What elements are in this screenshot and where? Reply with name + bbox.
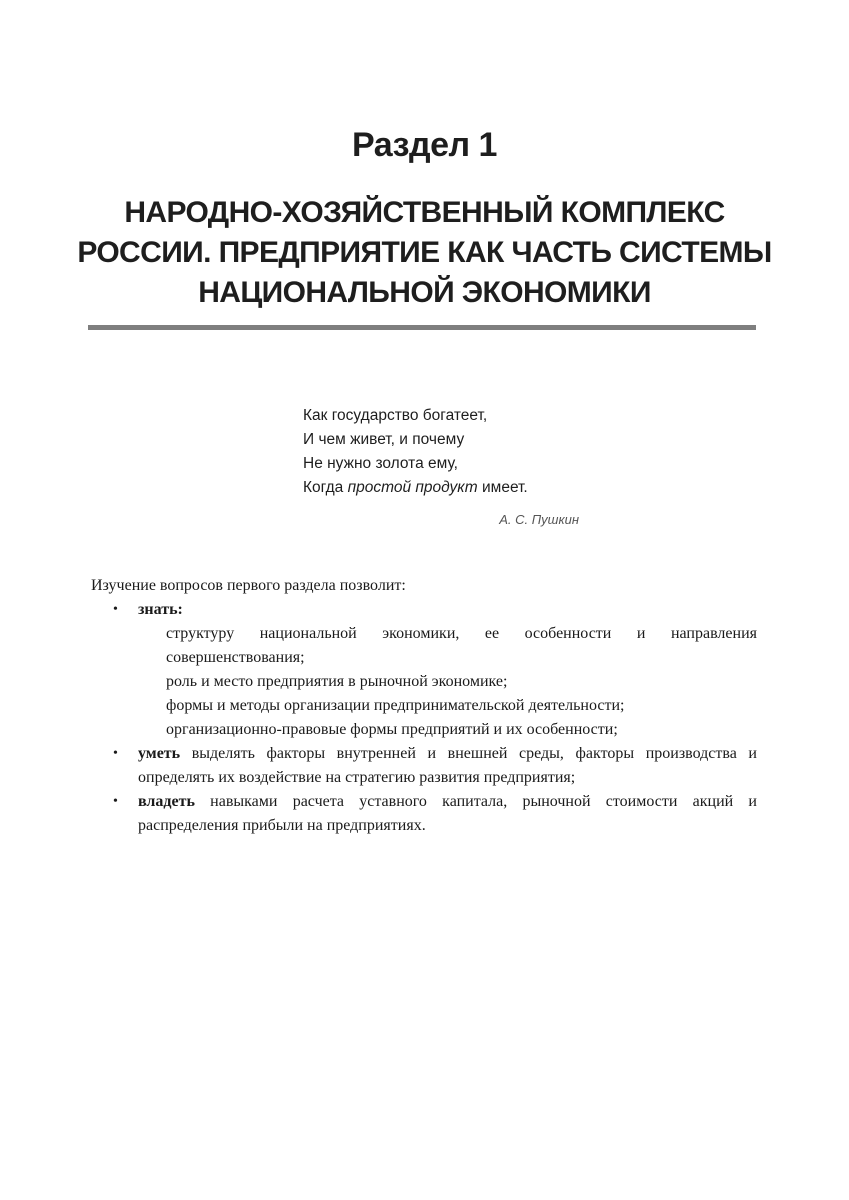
can-text: выделять факторы внутренней и внешней среды, факторы производства и определять их воздействие на стратегию развития предприятия; <box>138 745 757 786</box>
know-sublist <box>138 622 757 742</box>
section-title-line: РОССИИ. ПРЕДПРИЯТИЕ КАК ЧАСТЬ СИСТЕМЫ <box>77 236 772 269</box>
bullet-icon: • <box>113 746 118 761</box>
list-item: формы и методы организации предпринимательской деятельности; <box>166 697 625 714</box>
list-item-know <box>91 598 757 742</box>
epigraph-text: Когда <box>303 479 348 496</box>
epigraph <box>303 404 623 500</box>
bullet-icon: • <box>113 602 118 617</box>
section-label: Раздел 1 <box>352 126 497 164</box>
own-text: навыками расчета уставного капитала, рыночной стоимости акций и распределения прибыли на предприятиях. <box>138 793 757 834</box>
epigraph-author: А. С. Пушкин <box>499 512 579 527</box>
epigraph-emphasis: простой продукт <box>347 479 478 496</box>
list-item-own <box>91 790 757 838</box>
list-item: структуру национальной экономики, ее особенности и направления совершенствования; <box>166 625 757 666</box>
epigraph-line: Как государство богатеет, <box>303 407 488 424</box>
outcome-list <box>91 598 757 838</box>
can-label: уметь <box>138 745 181 762</box>
list-item: организационно-правовые формы предприятий и их особенности; <box>166 721 618 738</box>
section-title-line: НАЦИОНАЛЬНОЙ ЭКОНОМИКИ <box>198 276 651 309</box>
bullet-icon: • <box>113 794 118 809</box>
section-title <box>0 193 849 313</box>
know-label: знать: <box>138 601 183 618</box>
section-title-line: НАРОДНО-ХОЗЯЙСТВЕННЫЙ КОМПЛЕКС <box>124 196 725 229</box>
list-item: роль и место предприятия в рыночной экономике; <box>166 673 508 690</box>
own-label: владеть <box>138 793 195 810</box>
learning-outcomes <box>91 574 757 838</box>
epigraph-line: И чем живет, и почему <box>303 431 465 448</box>
intro-text: Изучение вопросов первого раздела позволит: <box>91 577 406 594</box>
epigraph-line: Не нужно золота ему, <box>303 455 458 472</box>
list-item-can <box>91 742 757 790</box>
epigraph-line <box>303 476 623 500</box>
title-divider <box>88 325 756 330</box>
epigraph-text: имеет. <box>477 479 528 496</box>
